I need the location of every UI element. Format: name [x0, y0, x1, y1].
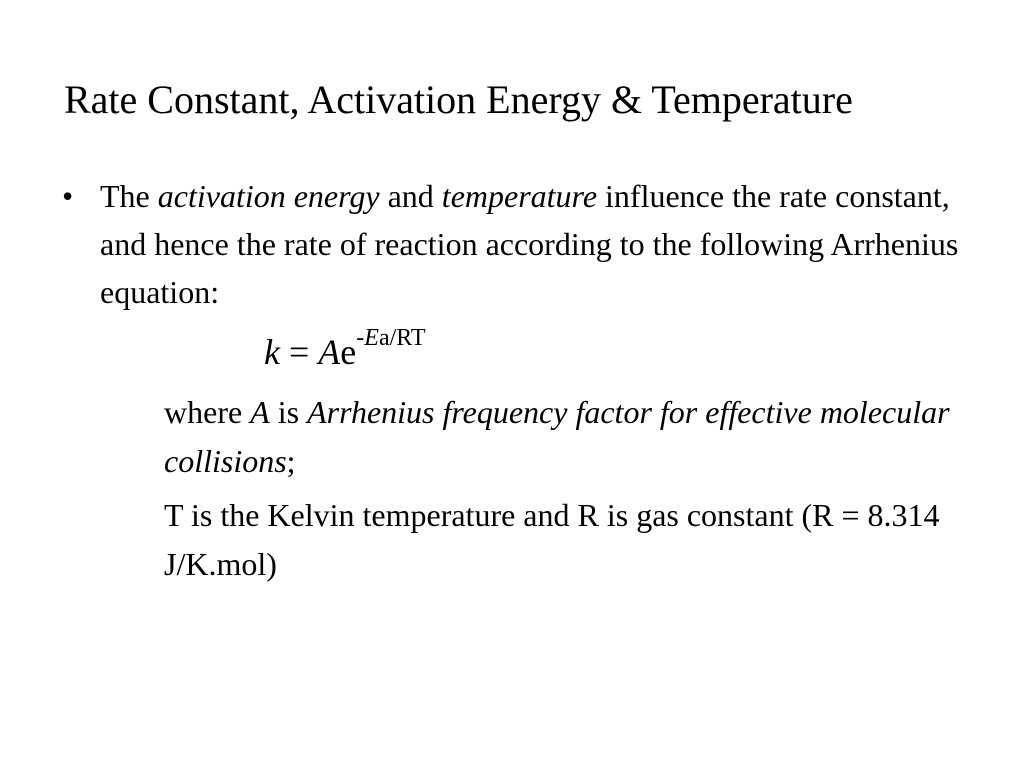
arrhenius-equation: [264, 326, 426, 378]
definition-text: is: [269, 394, 308, 430]
bullet-item: [62, 172, 972, 316]
slide-title: Rate Constant, Activation Energy & Temperature: [64, 77, 853, 122]
equation-exponent: [356, 325, 425, 351]
definition-frequency-factor: Arrhenius frequency factor for effective molecular collisions: [164, 394, 950, 479]
bullet-text-part: The: [100, 178, 158, 214]
definition-A: [164, 388, 984, 486]
definition-symbol-A: A: [250, 394, 270, 430]
definition-text: where: [164, 394, 251, 430]
exponent-minus: -: [356, 325, 365, 351]
definitions: [164, 388, 984, 594]
term-activation-energy: activation energy: [157, 178, 380, 214]
exponent-rest: a/RT: [378, 325, 426, 351]
bullet-text-part: influence the rate constant, and hence the rate of reaction according to the following Arrhenius equation:: [100, 178, 959, 310]
term-temperature: temperature: [441, 178, 598, 214]
exponent-E: E: [364, 325, 379, 351]
equation-equals: =: [279, 332, 319, 372]
definition-T-R: T is the Kelvin temperature and R is gas constant (R = 8.314 J/K.mol): [164, 497, 940, 582]
definition-text: ;: [286, 443, 296, 479]
bullet-text: [100, 172, 970, 316]
bullet-list: [62, 172, 972, 316]
equation-e: e: [340, 332, 357, 372]
equation-k: k: [264, 332, 280, 372]
bullet-text-part: and: [379, 178, 442, 214]
bullet-marker: •: [62, 178, 74, 214]
equation-A: A: [318, 332, 341, 372]
